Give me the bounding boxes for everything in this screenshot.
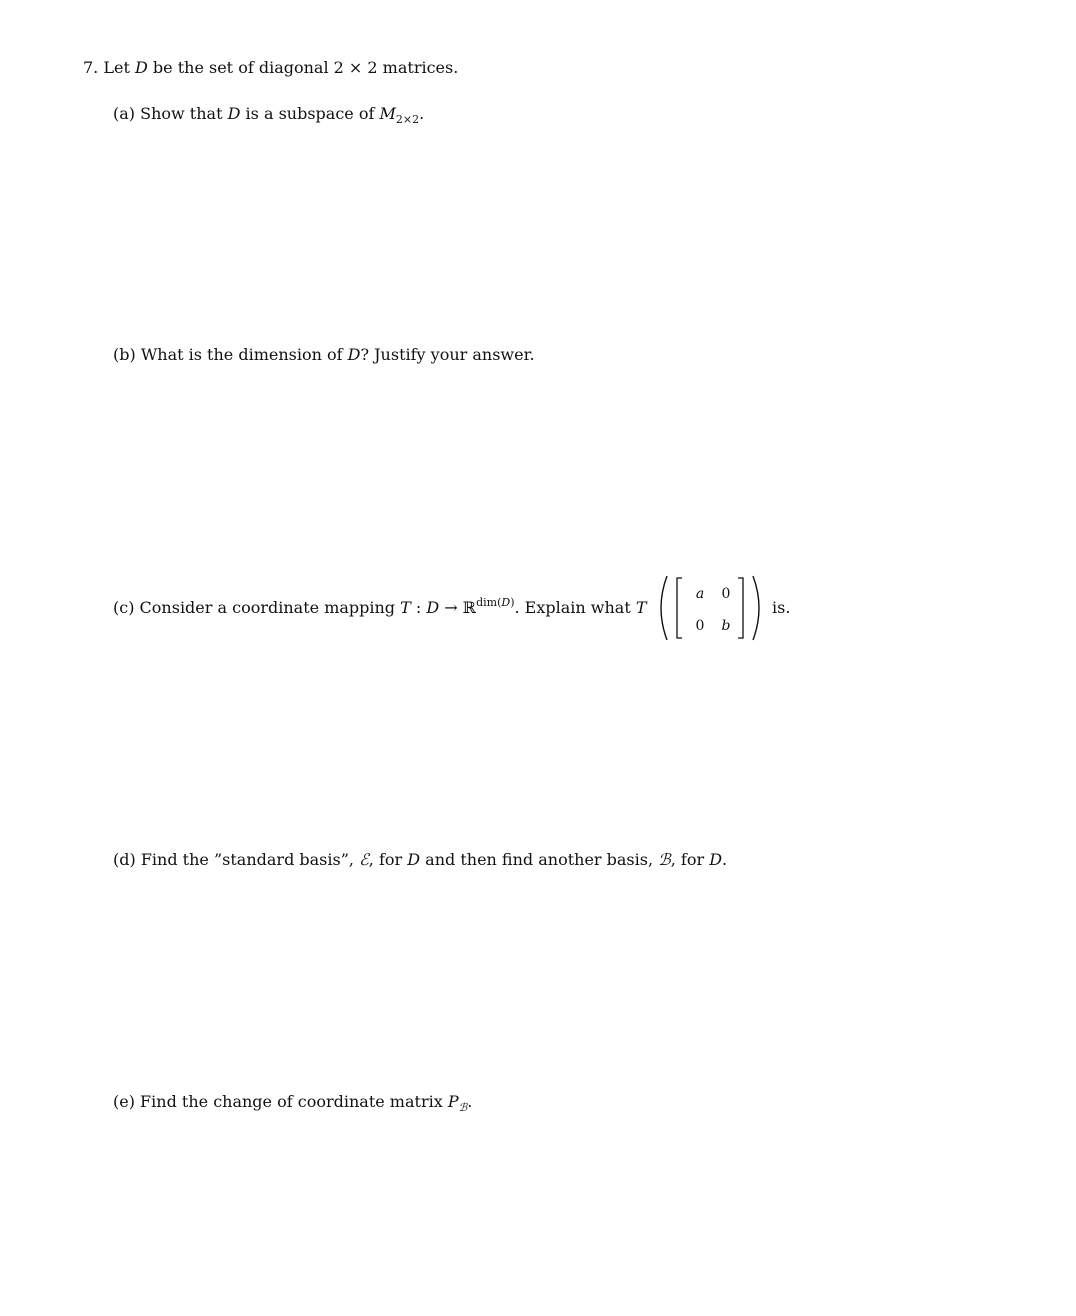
- part-label: (b): [113, 345, 136, 364]
- part-b-question: (b) What is the dimension of D? Justify your answer.: [113, 345, 535, 364]
- part-label: (a): [113, 104, 136, 123]
- part-label: (d): [113, 850, 136, 869]
- matrix-entry-b: b: [721, 618, 731, 634]
- part-e-question: (e) Find the change of coordinate matrix $P_ℬ$.: [113, 1092, 473, 1114]
- part-c-question: (c) Consider a coordinate mapping T : D → ℝ$^{dim(D)}$. Explain what T: [113, 596, 647, 617]
- part-label: (c): [113, 598, 135, 617]
- matrix-argument: [655, 574, 765, 642]
- matrix-entry-a: a: [695, 586, 705, 602]
- matrix-entry-21: 0: [695, 618, 705, 634]
- part-a-question: (a) Show that D is a subspace of $M_{2\times 2}$.: [113, 104, 425, 126]
- part-d-question: (d) Find the ”standard basis”, ℰ, for D and then find another basis, ℬ, for D.: [113, 850, 728, 869]
- problem-statement: 7. Let D be the set of diagonal 2 × 2 matrices.: [83, 58, 459, 77]
- matrix-delimiters: [655, 574, 765, 642]
- matrix-entry-12: 0: [721, 586, 731, 602]
- part-c-suffix: is.: [772, 598, 791, 617]
- part-label: (e): [113, 1092, 135, 1111]
- problem-number: 7.: [83, 58, 99, 77]
